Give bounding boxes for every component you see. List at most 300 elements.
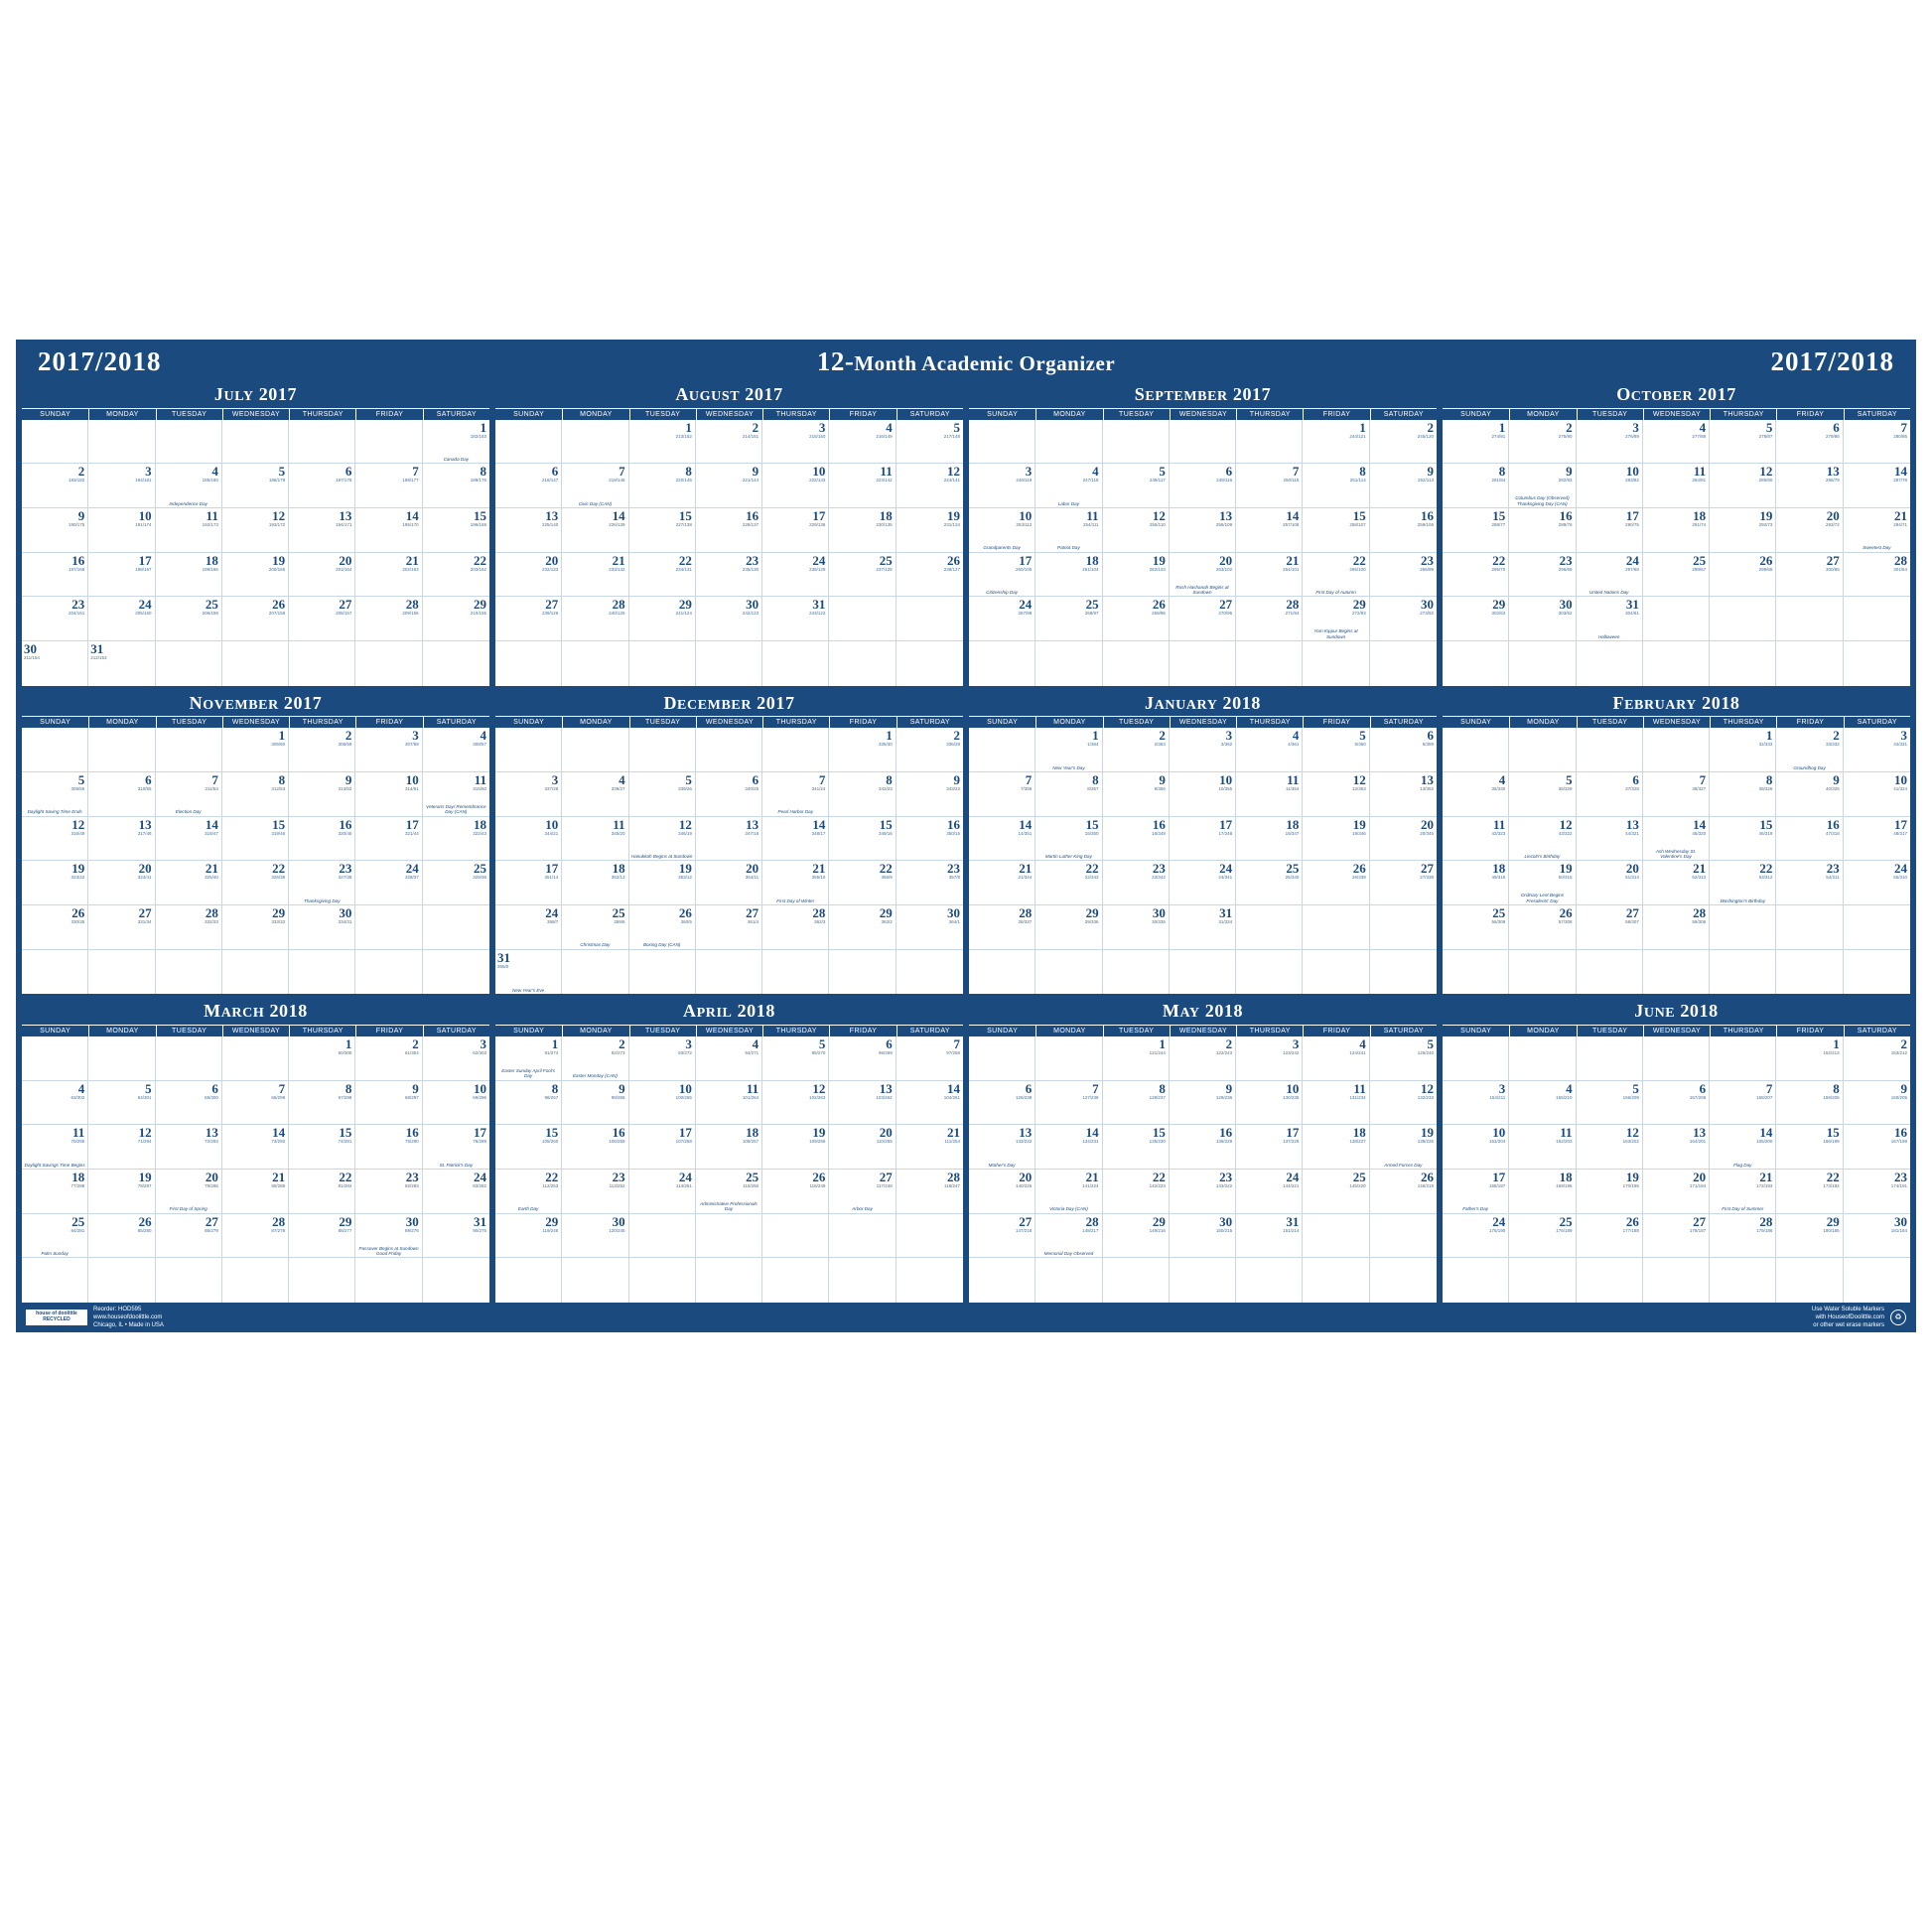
day-cell[interactable] [222, 905, 289, 950]
day-cell[interactable] [1103, 553, 1170, 598]
day-cell[interactable] [423, 728, 489, 772]
day-cell[interactable] [1103, 464, 1170, 508]
day-cell[interactable] [1303, 861, 1369, 905]
day-cell[interactable] [423, 817, 489, 862]
day-cell[interactable] [1710, 464, 1776, 508]
day-cell[interactable] [495, 861, 562, 905]
day-cell[interactable] [696, 1170, 762, 1214]
day-cell[interactable] [1509, 420, 1576, 465]
day-cell[interactable] [829, 817, 896, 862]
day-cell[interactable] [495, 905, 562, 950]
day-cell[interactable] [156, 772, 222, 817]
day-cell[interactable] [289, 1125, 355, 1170]
day-cell[interactable] [222, 817, 289, 862]
day-cell[interactable] [1303, 553, 1369, 598]
day-cell[interactable] [1844, 420, 1910, 465]
day-cell[interactable] [1103, 905, 1170, 950]
day-cell[interactable] [1844, 772, 1910, 817]
day-cell[interactable] [1776, 508, 1843, 553]
day-cell[interactable] [562, 817, 628, 862]
day-cell[interactable] [1103, 861, 1170, 905]
day-cell[interactable] [1844, 1170, 1910, 1214]
day-cell[interactable] [1577, 1125, 1643, 1170]
day-cell[interactable] [897, 1081, 963, 1126]
day-cell[interactable] [1170, 861, 1236, 905]
day-cell[interactable] [829, 464, 896, 508]
day-cell[interactable] [1236, 1125, 1303, 1170]
day-cell[interactable] [696, 420, 762, 465]
day-cell[interactable] [1443, 861, 1509, 905]
day-cell[interactable] [1643, 772, 1710, 817]
day-cell[interactable] [289, 553, 355, 598]
day-cell[interactable] [1776, 728, 1843, 772]
day-cell[interactable] [1035, 597, 1102, 641]
day-cell[interactable] [1844, 508, 1910, 553]
day-cell[interactable] [355, 1214, 422, 1259]
day-cell[interactable] [88, 597, 155, 641]
day-cell[interactable] [423, 1125, 489, 1170]
day-cell[interactable] [897, 420, 963, 465]
day-cell[interactable] [1776, 553, 1843, 598]
day-cell[interactable] [829, 772, 896, 817]
day-cell[interactable] [156, 1170, 222, 1214]
day-cell[interactable] [222, 1170, 289, 1214]
day-cell[interactable] [629, 553, 696, 598]
day-cell[interactable] [629, 597, 696, 641]
day-cell[interactable] [1443, 597, 1509, 641]
day-cell[interactable] [969, 553, 1035, 598]
day-cell[interactable] [562, 553, 628, 598]
day-cell[interactable] [629, 508, 696, 553]
day-cell[interactable] [969, 1081, 1035, 1126]
day-cell[interactable] [222, 597, 289, 641]
day-cell[interactable] [289, 817, 355, 862]
day-cell[interactable] [1236, 1081, 1303, 1126]
day-cell[interactable] [1035, 1125, 1102, 1170]
day-cell[interactable] [1370, 1125, 1437, 1170]
day-cell[interactable] [88, 861, 155, 905]
day-cell[interactable] [1370, 772, 1437, 817]
day-cell[interactable] [897, 861, 963, 905]
day-cell[interactable] [1776, 1170, 1843, 1214]
day-cell[interactable] [1236, 553, 1303, 598]
day-cell[interactable] [1103, 1081, 1170, 1126]
day-cell[interactable] [897, 1170, 963, 1214]
day-cell[interactable] [423, 553, 489, 598]
day-cell[interactable] [88, 641, 155, 686]
day-cell[interactable] [1710, 817, 1776, 862]
day-cell[interactable] [969, 861, 1035, 905]
day-cell[interactable] [829, 420, 896, 465]
day-cell[interactable] [22, 772, 88, 817]
day-cell[interactable] [1577, 1170, 1643, 1214]
day-cell[interactable] [562, 1036, 628, 1081]
day-cell[interactable] [1170, 1081, 1236, 1126]
day-cell[interactable] [629, 420, 696, 465]
day-cell[interactable] [969, 597, 1035, 641]
day-cell[interactable] [1643, 1214, 1710, 1259]
day-cell[interactable] [495, 1170, 562, 1214]
day-cell[interactable] [1443, 1125, 1509, 1170]
day-cell[interactable] [829, 553, 896, 598]
day-cell[interactable] [1103, 1036, 1170, 1081]
day-cell[interactable] [1443, 905, 1509, 950]
day-cell[interactable] [355, 861, 422, 905]
day-cell[interactable] [88, 772, 155, 817]
day-cell[interactable] [1170, 1036, 1236, 1081]
day-cell[interactable] [1303, 464, 1369, 508]
day-cell[interactable] [22, 1214, 88, 1259]
day-cell[interactable] [969, 508, 1035, 553]
day-cell[interactable] [1170, 728, 1236, 772]
day-cell[interactable] [88, 1214, 155, 1259]
day-cell[interactable] [1710, 1081, 1776, 1126]
day-cell[interactable] [22, 464, 88, 508]
day-cell[interactable] [289, 905, 355, 950]
day-cell[interactable] [1236, 464, 1303, 508]
day-cell[interactable] [1303, 597, 1369, 641]
day-cell[interactable] [156, 508, 222, 553]
day-cell[interactable] [696, 861, 762, 905]
day-cell[interactable] [829, 1125, 896, 1170]
day-cell[interactable] [1103, 1125, 1170, 1170]
day-cell[interactable] [88, 905, 155, 950]
day-cell[interactable] [1035, 905, 1102, 950]
day-cell[interactable] [1370, 553, 1437, 598]
day-cell[interactable] [897, 1125, 963, 1170]
day-cell[interactable] [1303, 1125, 1369, 1170]
day-cell[interactable] [355, 597, 422, 641]
day-cell[interactable] [1103, 728, 1170, 772]
day-cell[interactable] [629, 905, 696, 950]
day-cell[interactable] [1236, 508, 1303, 553]
day-cell[interactable] [629, 772, 696, 817]
day-cell[interactable] [696, 905, 762, 950]
day-cell[interactable] [1303, 1081, 1369, 1126]
day-cell[interactable] [1710, 728, 1776, 772]
day-cell[interactable] [1509, 553, 1576, 598]
day-cell[interactable] [1103, 1170, 1170, 1214]
day-cell[interactable] [88, 1081, 155, 1126]
day-cell[interactable] [762, 1170, 829, 1214]
day-cell[interactable] [762, 817, 829, 862]
day-cell[interactable] [289, 728, 355, 772]
day-cell[interactable] [1370, 508, 1437, 553]
day-cell[interactable] [423, 508, 489, 553]
day-cell[interactable] [1509, 1081, 1576, 1126]
day-cell[interactable] [1844, 464, 1910, 508]
day-cell[interactable] [562, 1081, 628, 1126]
day-cell[interactable] [829, 728, 896, 772]
day-cell[interactable] [897, 1036, 963, 1081]
day-cell[interactable] [562, 772, 628, 817]
day-cell[interactable] [355, 817, 422, 862]
day-cell[interactable] [969, 464, 1035, 508]
day-cell[interactable] [1303, 817, 1369, 862]
day-cell[interactable] [1236, 597, 1303, 641]
day-cell[interactable] [1844, 1081, 1910, 1126]
day-cell[interactable] [1844, 817, 1910, 862]
day-cell[interactable] [629, 464, 696, 508]
day-cell[interactable] [88, 1125, 155, 1170]
day-cell[interactable] [696, 1125, 762, 1170]
day-cell[interactable] [1710, 508, 1776, 553]
day-cell[interactable] [355, 1125, 422, 1170]
day-cell[interactable] [423, 861, 489, 905]
day-cell[interactable] [423, 420, 489, 465]
day-cell[interactable] [1303, 420, 1369, 465]
day-cell[interactable] [1776, 464, 1843, 508]
day-cell[interactable] [969, 1214, 1035, 1259]
day-cell[interactable] [222, 728, 289, 772]
day-cell[interactable] [562, 905, 628, 950]
day-cell[interactable] [1577, 464, 1643, 508]
day-cell[interactable] [495, 1081, 562, 1126]
day-cell[interactable] [1236, 1214, 1303, 1259]
day-cell[interactable] [1577, 861, 1643, 905]
day-cell[interactable] [1776, 861, 1843, 905]
day-cell[interactable] [1577, 1081, 1643, 1126]
day-cell[interactable] [1577, 597, 1643, 641]
day-cell[interactable] [156, 464, 222, 508]
day-cell[interactable] [1710, 861, 1776, 905]
day-cell[interactable] [629, 1125, 696, 1170]
day-cell[interactable] [1236, 861, 1303, 905]
day-cell[interactable] [22, 1081, 88, 1126]
day-cell[interactable] [1035, 508, 1102, 553]
day-cell[interactable] [829, 508, 896, 553]
day-cell[interactable] [289, 464, 355, 508]
day-cell[interactable] [22, 597, 88, 641]
day-cell[interactable] [22, 1170, 88, 1214]
day-cell[interactable] [1643, 861, 1710, 905]
day-cell[interactable] [423, 1081, 489, 1126]
day-cell[interactable] [1710, 553, 1776, 598]
day-cell[interactable] [1035, 464, 1102, 508]
day-cell[interactable] [1170, 597, 1236, 641]
day-cell[interactable] [289, 1214, 355, 1259]
day-cell[interactable] [22, 508, 88, 553]
day-cell[interactable] [1509, 508, 1576, 553]
day-cell[interactable] [696, 1036, 762, 1081]
day-cell[interactable] [156, 861, 222, 905]
day-cell[interactable] [156, 1125, 222, 1170]
day-cell[interactable] [1303, 1036, 1369, 1081]
day-cell[interactable] [495, 817, 562, 862]
day-cell[interactable] [1643, 508, 1710, 553]
day-cell[interactable] [762, 508, 829, 553]
day-cell[interactable] [1236, 728, 1303, 772]
day-cell[interactable] [495, 553, 562, 598]
day-cell[interactable] [423, 1170, 489, 1214]
day-cell[interactable] [1643, 1081, 1710, 1126]
day-cell[interactable] [355, 553, 422, 598]
day-cell[interactable] [289, 772, 355, 817]
day-cell[interactable] [696, 1081, 762, 1126]
day-cell[interactable] [1776, 817, 1843, 862]
day-cell[interactable] [1443, 1214, 1509, 1259]
day-cell[interactable] [762, 861, 829, 905]
day-cell[interactable] [289, 597, 355, 641]
day-cell[interactable] [495, 1036, 562, 1081]
day-cell[interactable] [1103, 597, 1170, 641]
day-cell[interactable] [156, 905, 222, 950]
day-cell[interactable] [355, 1036, 422, 1081]
day-cell[interactable] [355, 728, 422, 772]
day-cell[interactable] [22, 553, 88, 598]
day-cell[interactable] [969, 772, 1035, 817]
day-cell[interactable] [762, 1036, 829, 1081]
day-cell[interactable] [1509, 1125, 1576, 1170]
day-cell[interactable] [762, 420, 829, 465]
day-cell[interactable] [1303, 508, 1369, 553]
day-cell[interactable] [22, 1125, 88, 1170]
day-cell[interactable] [1443, 464, 1509, 508]
day-cell[interactable] [969, 1125, 1035, 1170]
day-cell[interactable] [222, 1214, 289, 1259]
day-cell[interactable] [1303, 772, 1369, 817]
day-cell[interactable] [1643, 420, 1710, 465]
day-cell[interactable] [829, 1081, 896, 1126]
day-cell[interactable] [495, 464, 562, 508]
day-cell[interactable] [1577, 772, 1643, 817]
day-cell[interactable] [629, 1170, 696, 1214]
day-cell[interactable] [629, 1036, 696, 1081]
day-cell[interactable] [562, 1170, 628, 1214]
day-cell[interactable] [696, 508, 762, 553]
day-cell[interactable] [1103, 772, 1170, 817]
day-cell[interactable] [289, 508, 355, 553]
day-cell[interactable] [1577, 905, 1643, 950]
day-cell[interactable] [1236, 1170, 1303, 1214]
day-cell[interactable] [1443, 772, 1509, 817]
day-cell[interactable] [696, 464, 762, 508]
day-cell[interactable] [762, 772, 829, 817]
day-cell[interactable] [1236, 772, 1303, 817]
day-cell[interactable] [423, 772, 489, 817]
day-cell[interactable] [222, 553, 289, 598]
day-cell[interactable] [1509, 905, 1576, 950]
day-cell[interactable] [495, 950, 562, 995]
day-cell[interactable] [629, 1081, 696, 1126]
day-cell[interactable] [495, 508, 562, 553]
day-cell[interactable] [1710, 420, 1776, 465]
day-cell[interactable] [1443, 420, 1509, 465]
day-cell[interactable] [1035, 1214, 1102, 1259]
day-cell[interactable] [1370, 861, 1437, 905]
day-cell[interactable] [1710, 1214, 1776, 1259]
day-cell[interactable] [22, 905, 88, 950]
day-cell[interactable] [1710, 772, 1776, 817]
day-cell[interactable] [222, 1125, 289, 1170]
day-cell[interactable] [88, 817, 155, 862]
day-cell[interactable] [1844, 861, 1910, 905]
day-cell[interactable] [1443, 553, 1509, 598]
day-cell[interactable] [156, 1081, 222, 1126]
day-cell[interactable] [1370, 1081, 1437, 1126]
day-cell[interactable] [1643, 1125, 1710, 1170]
day-cell[interactable] [897, 508, 963, 553]
day-cell[interactable] [696, 772, 762, 817]
day-cell[interactable] [1710, 1125, 1776, 1170]
day-cell[interactable] [829, 861, 896, 905]
day-cell[interactable] [1844, 1214, 1910, 1259]
day-cell[interactable] [1303, 728, 1369, 772]
day-cell[interactable] [1170, 508, 1236, 553]
day-cell[interactable] [829, 1036, 896, 1081]
day-cell[interactable] [969, 905, 1035, 950]
day-cell[interactable] [1370, 728, 1437, 772]
day-cell[interactable] [1035, 1081, 1102, 1126]
day-cell[interactable] [1776, 1036, 1843, 1081]
day-cell[interactable] [1236, 1036, 1303, 1081]
day-cell[interactable] [423, 464, 489, 508]
day-cell[interactable] [1170, 464, 1236, 508]
day-cell[interactable] [1643, 1170, 1710, 1214]
day-cell[interactable] [897, 553, 963, 598]
day-cell[interactable] [156, 597, 222, 641]
day-cell[interactable] [1370, 597, 1437, 641]
day-cell[interactable] [1370, 420, 1437, 465]
day-cell[interactable] [289, 1036, 355, 1081]
day-cell[interactable] [1844, 728, 1910, 772]
day-cell[interactable] [1303, 1170, 1369, 1214]
day-cell[interactable] [897, 728, 963, 772]
day-cell[interactable] [562, 1214, 628, 1259]
day-cell[interactable] [1103, 817, 1170, 862]
day-cell[interactable] [22, 641, 88, 686]
website-url[interactable]: www.houseofdoolittle.com [93, 1313, 163, 1320]
day-cell[interactable] [897, 905, 963, 950]
day-cell[interactable] [22, 817, 88, 862]
day-cell[interactable] [562, 597, 628, 641]
day-cell[interactable] [495, 1214, 562, 1259]
day-cell[interactable] [562, 508, 628, 553]
day-cell[interactable] [1509, 597, 1576, 641]
day-cell[interactable] [1577, 1214, 1643, 1259]
day-cell[interactable] [1776, 1081, 1843, 1126]
day-cell[interactable] [696, 817, 762, 862]
day-cell[interactable] [1370, 1036, 1437, 1081]
day-cell[interactable] [1509, 1170, 1576, 1214]
day-cell[interactable] [222, 508, 289, 553]
day-cell[interactable] [1844, 553, 1910, 598]
day-cell[interactable] [696, 597, 762, 641]
day-cell[interactable] [1776, 1125, 1843, 1170]
day-cell[interactable] [1370, 464, 1437, 508]
day-cell[interactable] [1035, 861, 1102, 905]
day-cell[interactable] [1577, 553, 1643, 598]
day-cell[interactable] [22, 861, 88, 905]
day-cell[interactable] [1236, 817, 1303, 862]
day-cell[interactable] [1170, 905, 1236, 950]
day-cell[interactable] [829, 1170, 896, 1214]
day-cell[interactable] [762, 905, 829, 950]
day-cell[interactable] [562, 861, 628, 905]
day-cell[interactable] [1443, 1081, 1509, 1126]
day-cell[interactable] [696, 553, 762, 598]
day-cell[interactable] [1844, 1125, 1910, 1170]
day-cell[interactable] [88, 464, 155, 508]
day-cell[interactable] [1643, 464, 1710, 508]
day-cell[interactable] [289, 1081, 355, 1126]
day-cell[interactable] [1643, 817, 1710, 862]
day-cell[interactable] [1643, 905, 1710, 950]
day-cell[interactable] [156, 1214, 222, 1259]
day-cell[interactable] [1577, 420, 1643, 465]
day-cell[interactable] [829, 905, 896, 950]
day-cell[interactable] [88, 553, 155, 598]
